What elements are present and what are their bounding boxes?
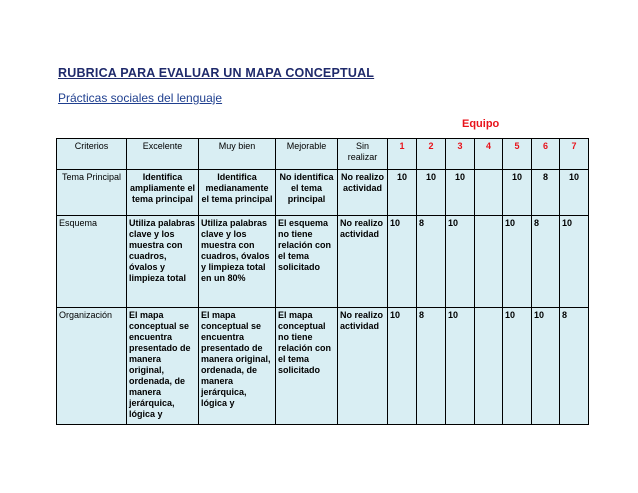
cell-muy-bien: El mapa conceptual se encuentra presentado de manera original, ordenada, de manera jerárquica, lógica y — [199, 308, 276, 425]
score-team-1: 10 — [388, 170, 417, 216]
cell-muy-bien: Utiliza palabras clave y los muestra con cuadros, óvalos y limpieza total en un 80% — [199, 216, 276, 308]
header-team-7: 7 — [560, 139, 589, 170]
score-team-2: 10 — [417, 170, 446, 216]
score-team-6: 10 — [532, 308, 560, 425]
score-team-1: 10 — [388, 308, 417, 425]
cell-muy-bien: Identifica medianamente el tema principal — [199, 170, 276, 216]
table-row — [57, 308, 589, 425]
header-team-3: 3 — [446, 139, 475, 170]
score-team-7: 8 — [560, 308, 589, 425]
cell-mejorable: No identifica el tema principal — [276, 170, 338, 216]
header-team-5: 5 — [503, 139, 532, 170]
score-team-2: 8 — [417, 216, 446, 308]
score-team-2: 8 — [417, 308, 446, 425]
page-subtitle: Prácticas sociales del lenguaje — [58, 91, 223, 105]
score-team-5: 10 — [503, 170, 532, 216]
score-team-4 — [475, 170, 503, 216]
score-team-3: 10 — [446, 308, 475, 425]
table-row — [57, 170, 589, 216]
score-team-6: 8 — [532, 216, 560, 308]
cell-sin-realizar: No realizo actividad — [338, 308, 388, 425]
header-mejorable: Mejorable — [276, 139, 338, 170]
score-team-3: 10 — [446, 170, 475, 216]
header-team-1: 1 — [388, 139, 417, 170]
score-team-7: 10 — [560, 216, 589, 308]
header-criterios: Criterios — [57, 139, 127, 170]
cell-excelente: El mapa conceptual se encuentra presentado de manera original, ordenada, de manera jerárquica, lógica y — [127, 308, 199, 425]
cell-excelente: Identifica ampliamente el tema principal — [127, 170, 199, 216]
header-team-6: 6 — [532, 139, 560, 170]
row-criterio: Tema Principal — [57, 170, 127, 216]
score-team-5: 10 — [503, 216, 532, 308]
score-team-4 — [475, 308, 503, 425]
cell-sin-realizar: No realizo actividad — [338, 216, 388, 308]
cell-mejorable: El esquema no tiene relación con el tema solicitado — [276, 216, 338, 308]
score-team-5: 10 — [503, 308, 532, 425]
cell-sin-realizar: No realizo actividad — [338, 170, 388, 216]
score-team-7: 10 — [560, 170, 589, 216]
header-team-4: 4 — [475, 139, 503, 170]
header-excelente: Excelente — [127, 139, 199, 170]
cell-excelente: Utiliza palabras clave y los muestra con cuadros, óvalos y limpieza total — [127, 216, 199, 308]
score-team-1: 10 — [388, 216, 417, 308]
row-criterio: Organización — [57, 308, 127, 425]
header-team-2: 2 — [417, 139, 446, 170]
row-criterio: Esquema — [57, 216, 127, 308]
header-row — [57, 139, 589, 170]
score-team-4 — [475, 216, 503, 308]
page-title: RUBRICA PARA EVALUAR UN MAPA CONCEPTUAL — [58, 66, 375, 80]
header-sin-realizar: Sin realizar — [338, 139, 388, 170]
header-muy-bien: Muy bien — [199, 139, 276, 170]
rubric-table — [56, 138, 589, 425]
score-team-6: 8 — [532, 170, 560, 216]
equipo-label: Equipo — [462, 118, 500, 130]
score-team-3: 10 — [446, 216, 475, 308]
cell-mejorable: El mapa conceptual no tiene relación con el tema solicitado — [276, 308, 338, 425]
table-row — [57, 216, 589, 308]
